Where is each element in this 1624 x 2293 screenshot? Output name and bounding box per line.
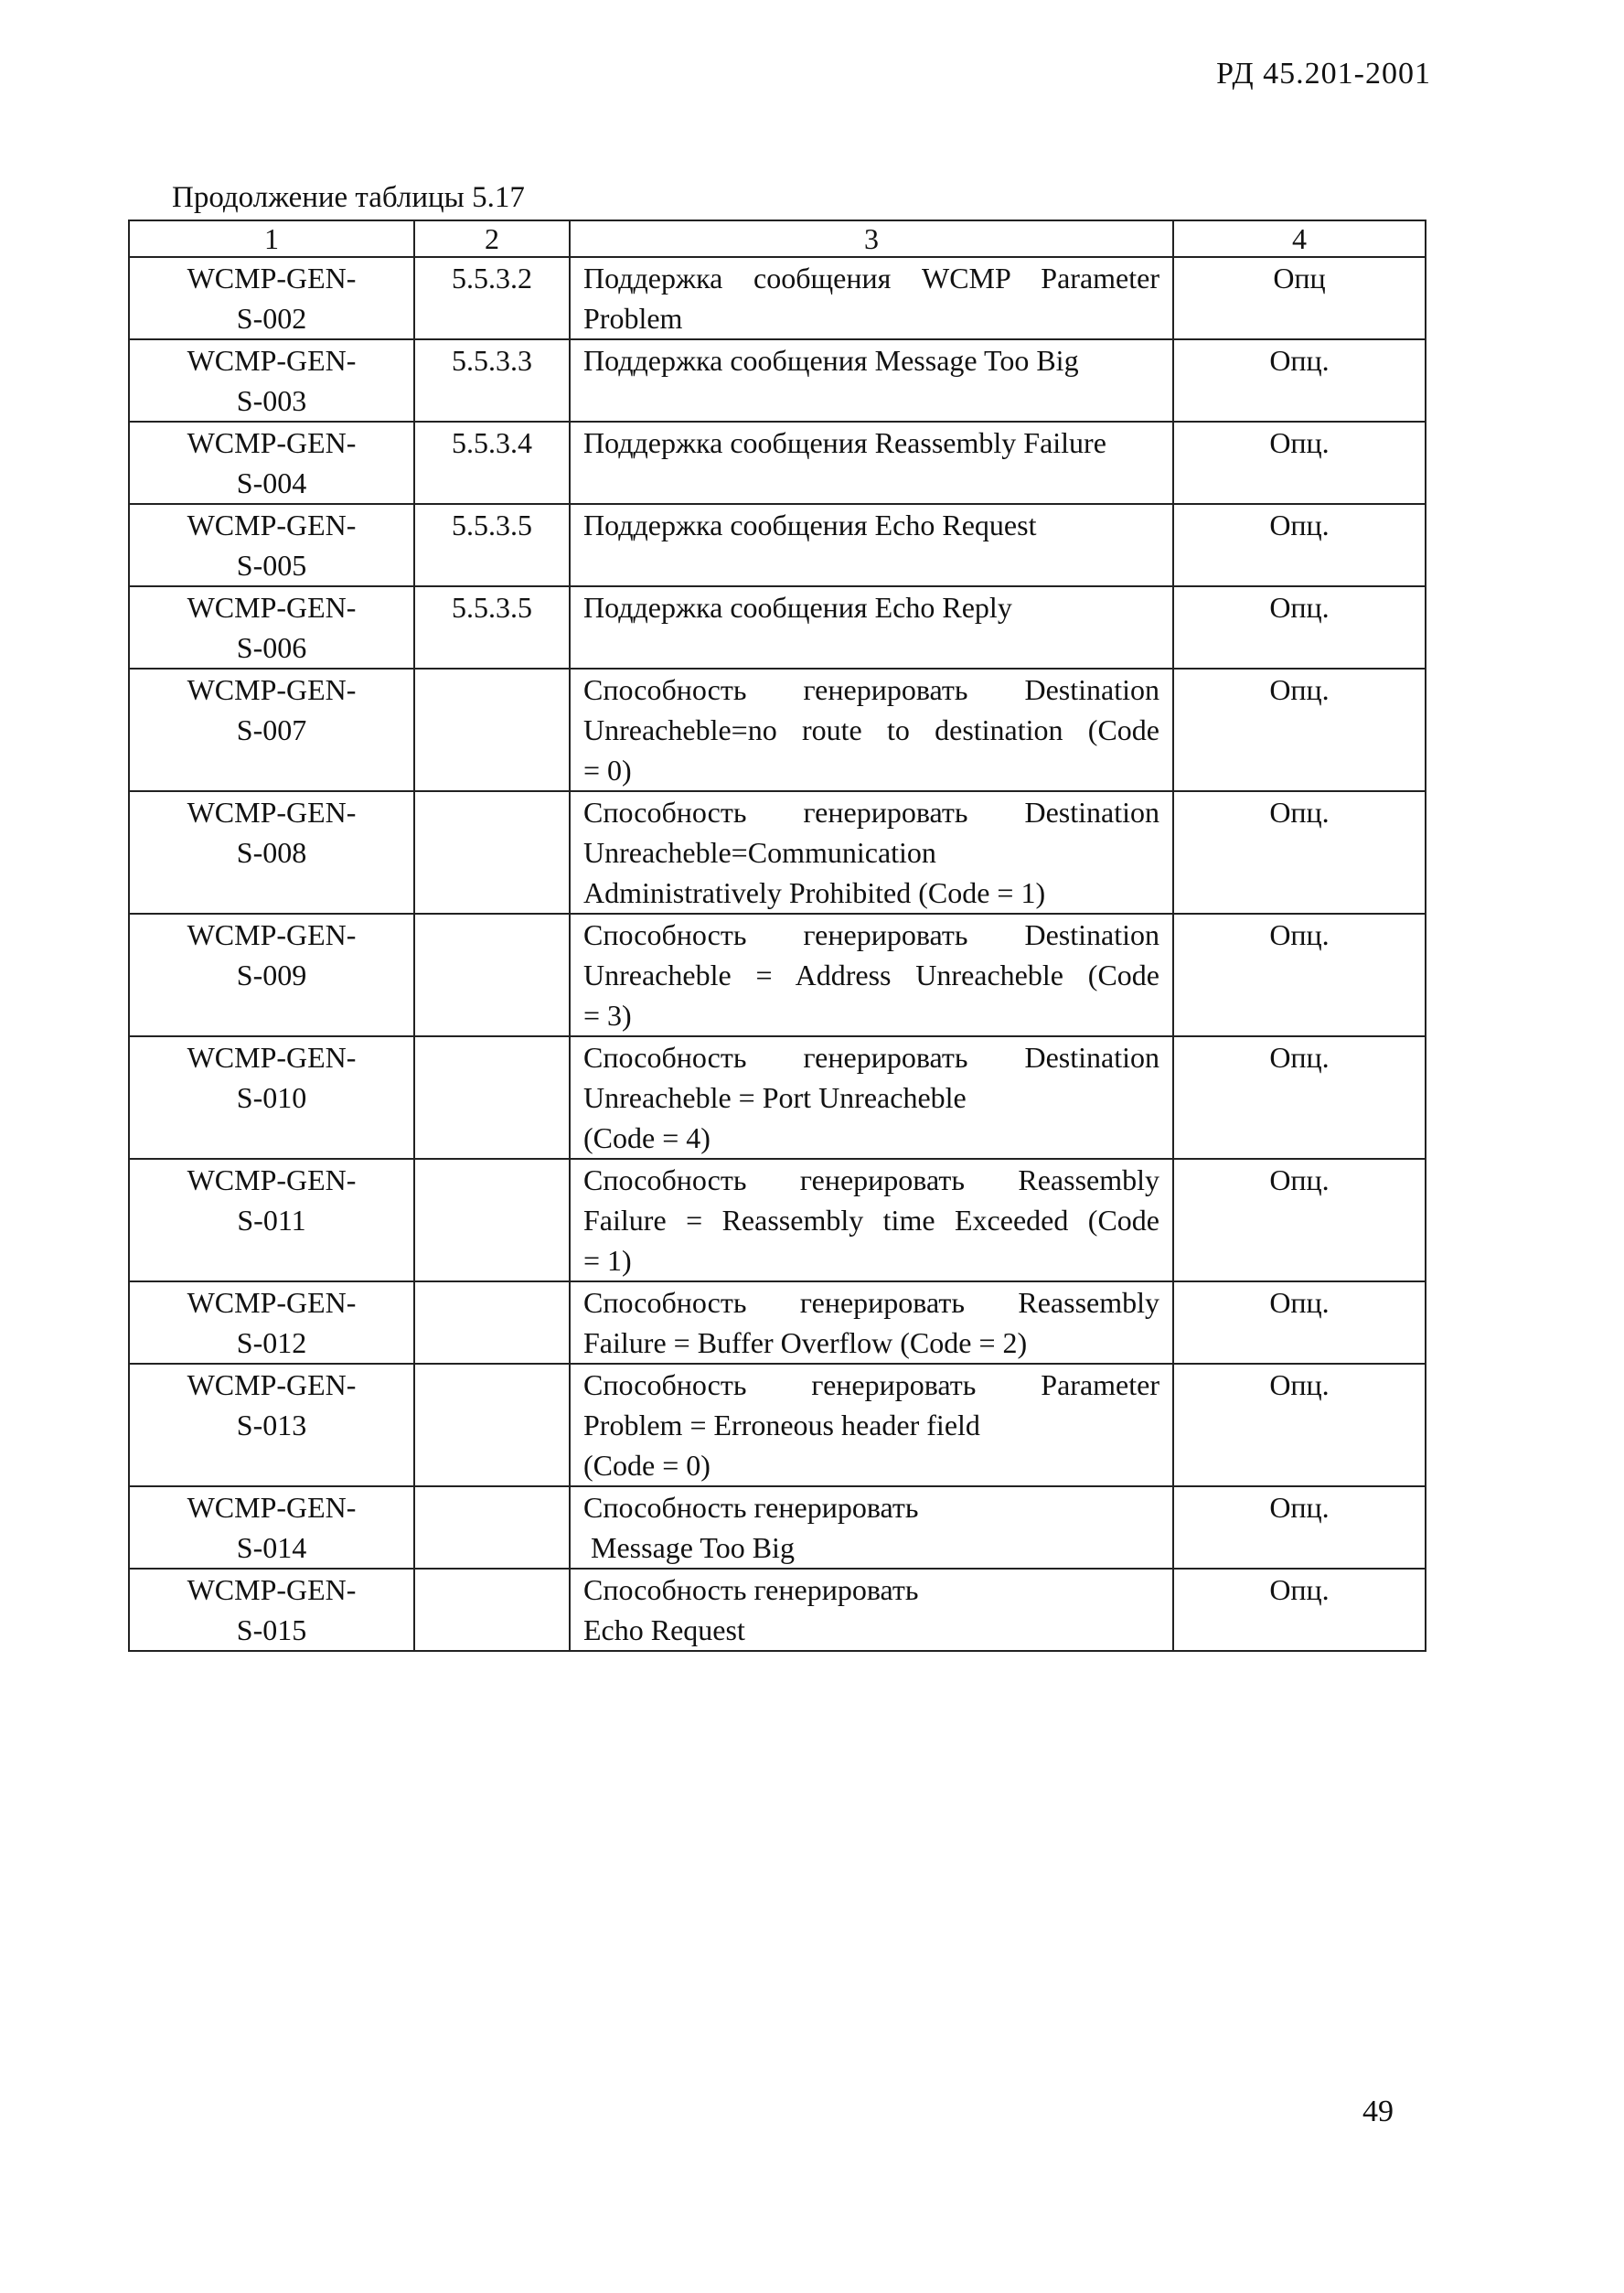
- status-value: Опц.: [1269, 1286, 1330, 1319]
- table-row: [129, 339, 1426, 422]
- table-row: [129, 1159, 1426, 1281]
- column-header-4: 4: [1173, 220, 1426, 257]
- requirement-id-cell: [129, 791, 414, 914]
- requirement-id-line: S-014: [236, 1531, 307, 1564]
- table-body: [129, 257, 1426, 1651]
- status-cell: [1173, 1364, 1426, 1486]
- section-ref-cell: [414, 1036, 570, 1159]
- requirement-id-line: WCMP-GEN-: [187, 509, 357, 541]
- description-line: Поддержка сообщения Echo Reply: [583, 591, 1012, 624]
- table-row: [129, 1036, 1426, 1159]
- requirement-id-line: WCMP-GEN-: [187, 1163, 357, 1196]
- column-header-3: 3: [570, 220, 1173, 257]
- description-line: Способность генерировать Reassembly: [583, 1163, 1159, 1196]
- requirement-id-line: S-004: [236, 466, 307, 499]
- section-ref-cell: [414, 1569, 570, 1651]
- description-line: Способность генерировать Reassembly: [583, 1286, 1159, 1319]
- requirement-id-line: WCMP-GEN-: [187, 796, 357, 829]
- description-line: Способность генерировать: [583, 1491, 919, 1524]
- description-cell: [570, 1281, 1173, 1364]
- status-value: Опц.: [1269, 1368, 1330, 1401]
- description-line: Поддержка сообщения WCMP Parameter: [583, 262, 1159, 295]
- requirement-id-line: WCMP-GEN-: [187, 426, 357, 459]
- table-row: [129, 669, 1426, 791]
- description-line: Echo Request: [583, 1613, 745, 1646]
- status-cell: [1173, 1569, 1426, 1651]
- section-ref-cell: [414, 504, 570, 586]
- description-cell: [570, 339, 1173, 422]
- requirement-id-cell: [129, 669, 414, 791]
- status-cell: [1173, 791, 1426, 914]
- requirement-id-cell: [129, 914, 414, 1036]
- requirement-id-line: S-007: [236, 713, 307, 746]
- description-line: = 1): [583, 1244, 632, 1277]
- description-line: (Code = 4): [583, 1121, 710, 1154]
- section-ref-cell: [414, 1486, 570, 1569]
- requirement-id-line: WCMP-GEN-: [187, 344, 357, 377]
- status-value: Опц.: [1269, 1491, 1330, 1524]
- requirement-id-line: S-006: [236, 631, 307, 664]
- description-line: Unreacheble=Communication: [583, 836, 936, 869]
- status-value: Опц.: [1269, 509, 1330, 541]
- status-value: Опц.: [1269, 344, 1330, 377]
- section-ref-cell: [414, 669, 570, 791]
- table-row: [129, 1486, 1426, 1569]
- status-cell: [1173, 422, 1426, 504]
- requirement-id-line: WCMP-GEN-: [187, 673, 357, 706]
- section-ref: 5.5.3.5: [452, 509, 532, 541]
- description-line: Failure = Reassembly time Exceeded (Code: [583, 1204, 1159, 1237]
- table-row: [129, 1281, 1426, 1364]
- table-row: [129, 504, 1426, 586]
- requirement-id-cell: [129, 504, 414, 586]
- page-number: 49: [1362, 2095, 1394, 2128]
- table-row: [129, 1364, 1426, 1486]
- description-cell: [570, 1036, 1173, 1159]
- status-value: Опц.: [1269, 426, 1330, 459]
- section-ref: 5.5.3.5: [452, 591, 532, 624]
- requirements-table: [128, 220, 1426, 1652]
- status-value: Опц.: [1269, 918, 1330, 951]
- status-cell: [1173, 1036, 1426, 1159]
- requirement-id-cell: [129, 1486, 414, 1569]
- description-cell: [570, 669, 1173, 791]
- description-cell: [570, 504, 1173, 586]
- status-cell: [1173, 914, 1426, 1036]
- requirement-id-cell: [129, 586, 414, 669]
- status-value: Опц.: [1269, 591, 1330, 624]
- requirement-id-cell: [129, 422, 414, 504]
- requirement-id-cell: [129, 1159, 414, 1281]
- section-ref-cell: [414, 791, 570, 914]
- description-cell: [570, 257, 1173, 339]
- description-cell: [570, 791, 1173, 914]
- requirement-id-line: S-009: [236, 959, 307, 991]
- requirement-id-line: WCMP-GEN-: [187, 1368, 357, 1401]
- table-row: [129, 257, 1426, 339]
- requirement-id-line: WCMP-GEN-: [187, 918, 357, 951]
- requirement-id-line: WCMP-GEN-: [187, 262, 357, 295]
- column-header-2: 2: [414, 220, 570, 257]
- description-line: Поддержка сообщения Message Too Big: [583, 344, 1079, 377]
- status-value: Опц: [1273, 262, 1326, 295]
- table-header-row: [129, 220, 1426, 257]
- description-cell: [570, 422, 1173, 504]
- section-ref-cell: [414, 1364, 570, 1486]
- description-line: Способность генерировать Destination: [583, 918, 1159, 951]
- status-value: Опц.: [1269, 1041, 1330, 1074]
- requirement-id-line: WCMP-GEN-: [187, 591, 357, 624]
- table-row: [129, 914, 1426, 1036]
- column-header-1: 1: [129, 220, 414, 257]
- description-line: Способность генерировать Destination: [583, 1041, 1159, 1074]
- requirement-id-line: WCMP-GEN-: [187, 1573, 357, 1606]
- section-ref-cell: [414, 257, 570, 339]
- section-ref: 5.5.3.2: [452, 262, 532, 295]
- description-line: Problem: [583, 302, 683, 335]
- requirement-id-cell: [129, 339, 414, 422]
- requirement-id-cell: [129, 257, 414, 339]
- section-ref-cell: [414, 422, 570, 504]
- requirement-id-line: WCMP-GEN-: [187, 1041, 357, 1074]
- requirement-id-line: S-003: [236, 384, 307, 417]
- description-line: Поддержка сообщения Reassembly Failure: [583, 426, 1106, 459]
- table-caption: Продолжение таблицы 5.17: [172, 181, 525, 214]
- section-ref: 5.5.3.4: [452, 426, 532, 459]
- table-row: [129, 586, 1426, 669]
- section-ref-cell: [414, 914, 570, 1036]
- table-row: [129, 791, 1426, 914]
- status-cell: [1173, 257, 1426, 339]
- description-cell: [570, 1364, 1173, 1486]
- section-ref-cell: [414, 1159, 570, 1281]
- status-cell: [1173, 339, 1426, 422]
- requirement-id-cell: [129, 1364, 414, 1486]
- description-cell: [570, 586, 1173, 669]
- description-cell: [570, 1486, 1173, 1569]
- requirement-id-line: WCMP-GEN-: [187, 1491, 357, 1524]
- description-line: Failure = Buffer Overflow (Code = 2): [583, 1326, 1028, 1359]
- requirement-id-cell: [129, 1281, 414, 1364]
- description-line: = 0): [583, 754, 632, 787]
- status-cell: [1173, 1281, 1426, 1364]
- requirement-id-line: S-002: [236, 302, 307, 335]
- requirement-id-cell: [129, 1036, 414, 1159]
- status-cell: [1173, 669, 1426, 791]
- description-line: Message Too Big: [583, 1531, 795, 1564]
- table-row: [129, 422, 1426, 504]
- description-line: Unreacheble = Port Unreacheble: [583, 1081, 967, 1114]
- requirement-id-line: S-015: [236, 1613, 307, 1646]
- requirement-id-cell: [129, 1569, 414, 1651]
- description-cell: [570, 1159, 1173, 1281]
- description-cell: [570, 914, 1173, 1036]
- status-cell: [1173, 586, 1426, 669]
- table-row: [129, 1569, 1426, 1651]
- description-line: Unreacheble=no route to destination (Code: [583, 713, 1159, 746]
- requirement-id-line: S-010: [236, 1081, 307, 1114]
- section-ref: 5.5.3.3: [452, 344, 532, 377]
- status-value: Опц.: [1269, 1573, 1330, 1606]
- requirement-id-line: S-005: [236, 549, 307, 582]
- requirement-id-line: WCMP-GEN-: [187, 1286, 357, 1319]
- description-line: Поддержка сообщения Echo Request: [583, 509, 1037, 541]
- requirement-id-line: S-012: [236, 1326, 307, 1359]
- section-ref-cell: [414, 339, 570, 422]
- status-value: Опц.: [1269, 1163, 1330, 1196]
- requirement-id-line: S-008: [236, 836, 307, 869]
- requirement-id-line: S-013: [236, 1409, 307, 1441]
- section-ref-cell: [414, 586, 570, 669]
- description-line: Administratively Prohibited (Code = 1): [583, 876, 1046, 909]
- description-line: Способность генерировать: [583, 1573, 919, 1606]
- status-cell: [1173, 1159, 1426, 1281]
- section-ref-cell: [414, 1281, 570, 1364]
- document-code: РД 45.201-2001: [1216, 57, 1431, 91]
- status-value: Опц.: [1269, 796, 1330, 829]
- description-line: Способность генерировать Parameter: [583, 1368, 1159, 1401]
- description-line: Unreacheble = Address Unreacheble (Code: [583, 959, 1159, 991]
- requirement-id-line: S-011: [237, 1204, 306, 1237]
- status-value: Опц.: [1269, 673, 1330, 706]
- description-line: = 3): [583, 999, 632, 1032]
- description-cell: [570, 1569, 1173, 1651]
- description-line: (Code = 0): [583, 1449, 710, 1482]
- description-line: Способность генерировать Destination: [583, 796, 1159, 829]
- description-line: Problem = Erroneous header field: [583, 1409, 980, 1441]
- status-cell: [1173, 1486, 1426, 1569]
- status-cell: [1173, 504, 1426, 586]
- description-line: Способность генерировать Destination: [583, 673, 1159, 706]
